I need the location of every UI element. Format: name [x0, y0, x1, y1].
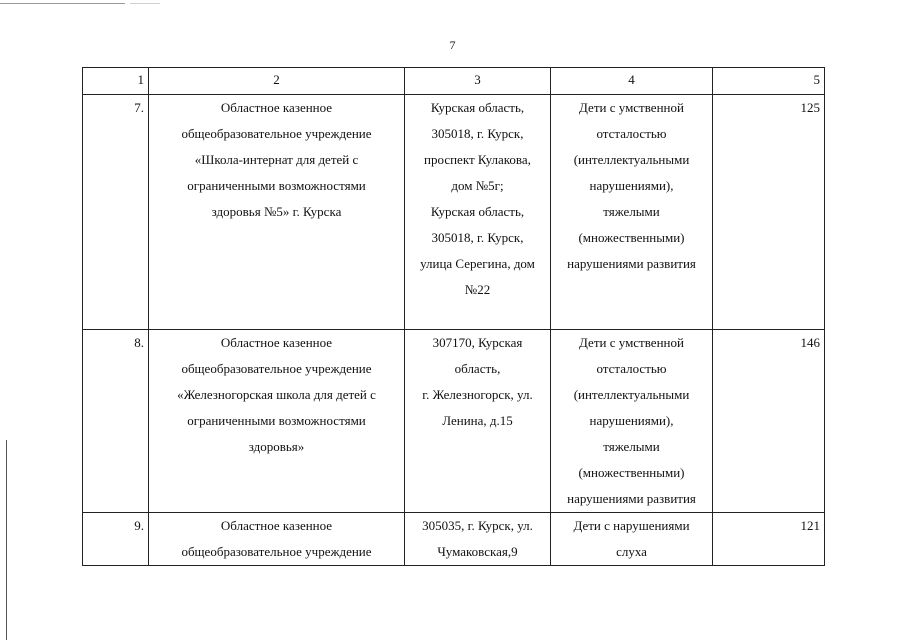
cell-text-line: тяжелыми: [603, 439, 660, 454]
cell-text-line: нарушениями),: [589, 178, 674, 193]
cell-text-line: нарушениями развития: [567, 491, 696, 506]
cell-text-line: Курская область,: [430, 204, 525, 219]
student-count: 146: [713, 330, 825, 513]
cell-text-line: «Железногорская школа для детей с: [177, 387, 376, 402]
cell-text-line: №22: [464, 282, 491, 297]
cell-text-line: 305018, г. Курск,: [431, 230, 524, 245]
cell-text-line: (множественными): [578, 230, 685, 245]
cell-text-line: Чумаковская,9: [437, 544, 518, 559]
cell-text-line: Областное казенное: [220, 518, 333, 533]
cell-text-line: отсталостью: [596, 361, 667, 376]
institution-name: [149, 95, 405, 330]
cell-text-line: (множественными): [578, 465, 685, 480]
cell-text-line: 305018, г. Курск,: [431, 126, 524, 141]
cell-text-line: тяжелыми: [603, 204, 660, 219]
cell-text-line: здоровья»: [248, 439, 305, 454]
institution-name: [149, 330, 405, 513]
row-number: 7.: [83, 95, 149, 330]
institutions-table: [82, 67, 825, 566]
cell-text-line: улица Серегина, дом: [420, 256, 535, 271]
cell-text-line: проспект Кулакова,: [424, 152, 531, 167]
cell-text-line: Дети с умственной: [579, 335, 684, 350]
student-category: [551, 95, 713, 330]
institution-address: [405, 513, 551, 566]
scan-artifact-left: [6, 440, 7, 640]
student-category: [551, 330, 713, 513]
cell-text-line: нарушениями),: [589, 413, 674, 428]
cell-text-line: ограниченными возможностями: [187, 178, 366, 193]
cell-text-line: дом №5г;: [451, 178, 504, 193]
institution-name: [149, 513, 405, 566]
table-row: [83, 330, 825, 513]
header-cell-4: 4: [551, 68, 713, 95]
cell-text-line: Областное казенное: [220, 100, 333, 115]
cell-text-line: Дети с умственной: [579, 100, 684, 115]
cell-text-line: (интеллектуальными: [573, 387, 690, 402]
header-cell-3: 3: [405, 68, 551, 95]
scan-artifact-top-faint: [130, 3, 160, 4]
row-number: 9.: [83, 513, 149, 566]
cell-text-line: область,: [454, 361, 501, 376]
header-cell-1: 1: [83, 68, 149, 95]
cell-text-line: 307170, Курская: [432, 335, 523, 350]
cell-text-line: слуха: [616, 544, 647, 559]
cell-text-line: Курская область,: [430, 100, 525, 115]
institution-address: [405, 95, 551, 330]
header-cell-5: 5: [713, 68, 825, 95]
cell-text-line: (интеллектуальными: [573, 152, 690, 167]
cell-text-line: Ленина, д.15: [442, 413, 513, 428]
student-count: 121: [713, 513, 825, 566]
cell-text-line: общеобразовательное учреждение: [181, 361, 372, 376]
cell-text-line: г. Железногорск, ул.: [422, 387, 533, 402]
cell-text-line: Дети с нарушениями: [573, 518, 690, 533]
cell-text-line: Областное казенное: [220, 335, 333, 350]
cell-text-line: общеобразовательное учреждение: [181, 126, 372, 141]
cell-text-line: «Школа-интернат для детей с: [194, 152, 359, 167]
cell-text-line: нарушениями развития: [567, 256, 696, 271]
cell-text-line: отсталостью: [596, 126, 667, 141]
student-category: [551, 513, 713, 566]
cell-text-line: здоровья №5» г. Курска: [211, 204, 342, 219]
page-number: 7: [449, 38, 456, 52]
cell-text-line: ограниченными возможностями: [187, 413, 366, 428]
table-row: [83, 513, 825, 566]
table-row: [83, 95, 825, 330]
header-cell-2: 2: [149, 68, 405, 95]
student-count: 125: [713, 95, 825, 330]
cell-text-line: 305035, г. Курск, ул.: [422, 518, 533, 533]
institution-address: [405, 330, 551, 513]
table-header-row: [83, 68, 825, 95]
scan-artifact-top: [0, 3, 125, 4]
cell-text-line: общеобразовательное учреждение: [181, 544, 372, 559]
row-number: 8.: [83, 330, 149, 513]
